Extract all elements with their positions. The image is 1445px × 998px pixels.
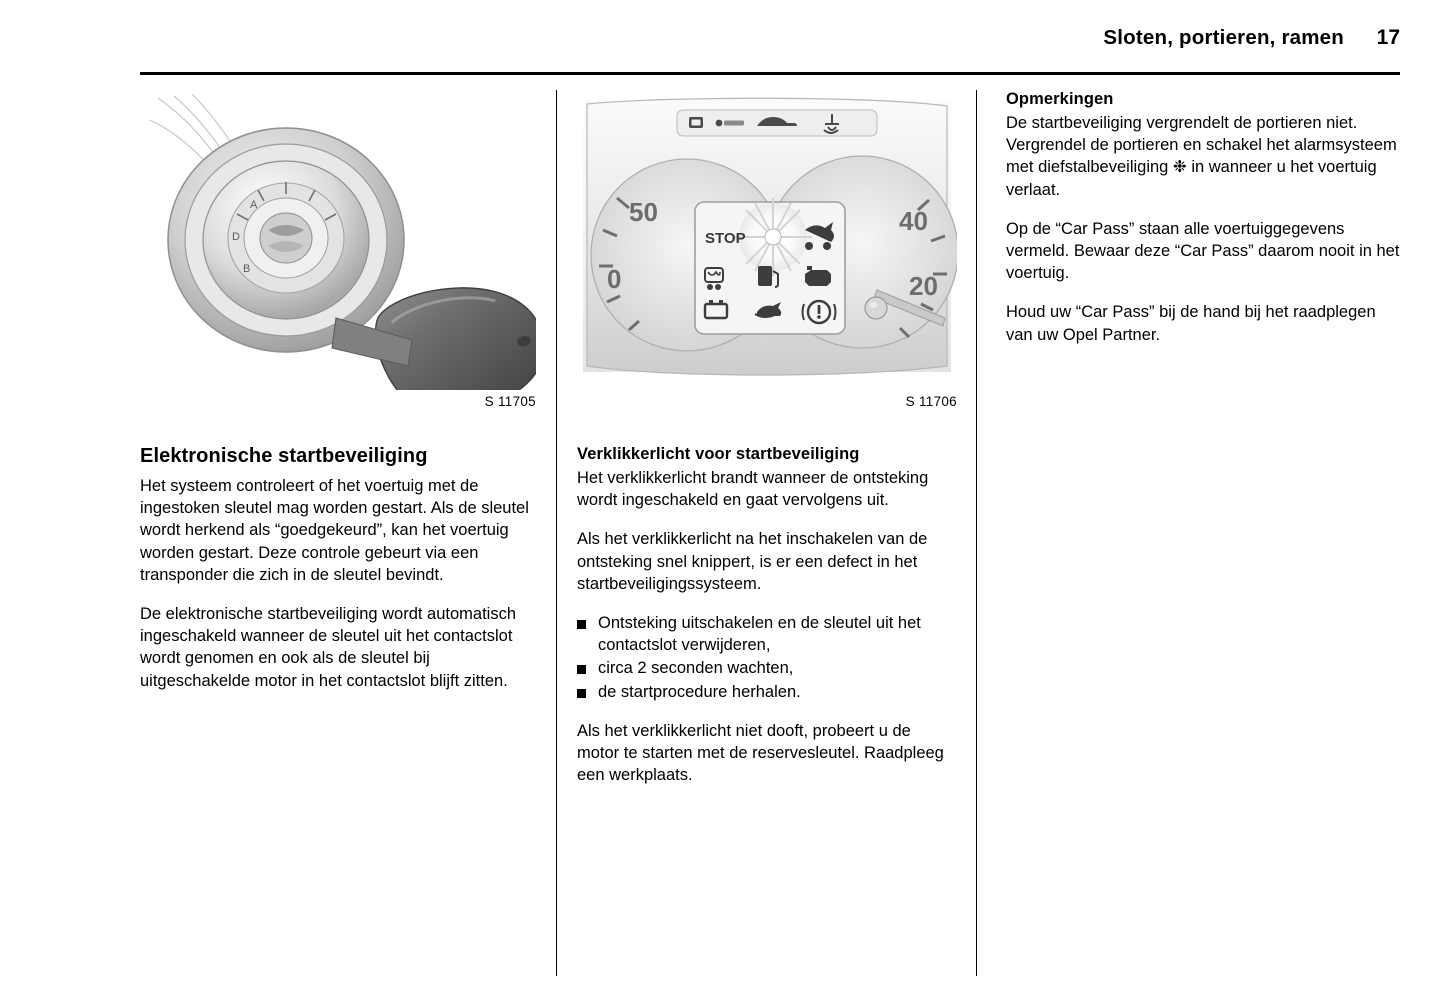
page-number: 17	[1376, 26, 1400, 49]
heading-elektronische-startbeveiliging: Elektronische startbeveiliging	[140, 445, 428, 467]
heading-verklikkerlicht: Verklikkerlicht voor startbeveiliging	[577, 445, 860, 463]
cluster-label-20: 20	[909, 271, 938, 301]
paragraph-col2-2: Als het verklikkerlicht na het inschakelen van de ontsteking snel knippert, is er een defect in het startbeveiligingssysteem.	[577, 530, 928, 593]
paragraph-col3-2: Op de “Car Pass” staan alle voertuiggegevens vermeld. Bewaar deze “Car Pass” daarom nooit in het voertuig.	[1006, 219, 1400, 283]
list-item: de startprocedure herhalen.	[577, 681, 957, 703]
figure-key-ignition	[140, 90, 536, 390]
cluster-label-50: 50	[629, 197, 658, 227]
column-middle	[577, 90, 957, 786]
page-header	[140, 26, 1400, 50]
key-ignition-illustration	[140, 90, 536, 390]
bullet-list-startprocedure	[577, 612, 957, 703]
column-divider-1	[556, 90, 557, 976]
paragraph-col2-3: Als het verklikkerlicht niet dooft, probeert u de motor te starten met de reservesleutel. Raadpleeg een werkplaats.	[577, 721, 944, 785]
column-divider-2	[976, 90, 977, 976]
paragraph-col1-1: Het systeem controleert of het voertuig met de ingestoken sleutel mag worden gestart. Als de sleutel wordt herkend als “goedgekeurd”, kan het voertuig worden gestart. Deze controle gebeurt via een transponder die zich in de sleutel bevindt.	[140, 477, 529, 584]
figure-instrument-cluster	[577, 90, 957, 390]
list-item: circa 2 seconden wachten,	[577, 657, 957, 679]
paragraph-col1-2: De elektronische startbeveiliging wordt automatisch ingeschakeld wanneer de sleutel uit het contactslot wordt genomen en ook als de sleutel bij uitgeschakelde motor in het contactslot blijft zitten.	[140, 604, 517, 690]
column-left	[140, 90, 536, 692]
cluster-label-0: 0	[607, 264, 622, 294]
page-title: Sloten, portieren, ramen	[1103, 26, 1344, 49]
cluster-label-40: 40	[899, 206, 928, 236]
svg-text:D: D	[232, 231, 240, 243]
heading-opmerkingen: Opmerkingen	[1006, 90, 1114, 108]
instrument-cluster-illustration	[577, 90, 957, 390]
svg-text:B: B	[243, 263, 251, 275]
figure-caption-2: S 11706	[905, 394, 957, 409]
column-right	[1006, 90, 1400, 346]
paragraph-col3-1: De startbeveiliging vergrendelt de portieren niet. Vergrendel de portieren en schakel het alarmsysteem met diefstalbeveiliging ❉ in wanneer u het voertuig verlaat.	[1006, 114, 1397, 199]
figure-caption-1: S 11705	[484, 394, 536, 409]
paragraph-col2-1: Het verklikkerlicht brandt wanneer de ontsteking wordt ingeschakeld en gaat vervolgens uit.	[577, 469, 929, 510]
header-divider	[140, 72, 1400, 75]
list-item: Ontsteking uitschakelen en de sleutel uit het contactslot verwijderen,	[577, 612, 957, 656]
svg-text:A: A	[250, 199, 258, 211]
paragraph-col3-3: Houd uw “Car Pass” bij de hand bij het raadplegen van uw Opel Partner.	[1006, 303, 1376, 344]
cluster-label-stop: STOP	[705, 230, 746, 247]
